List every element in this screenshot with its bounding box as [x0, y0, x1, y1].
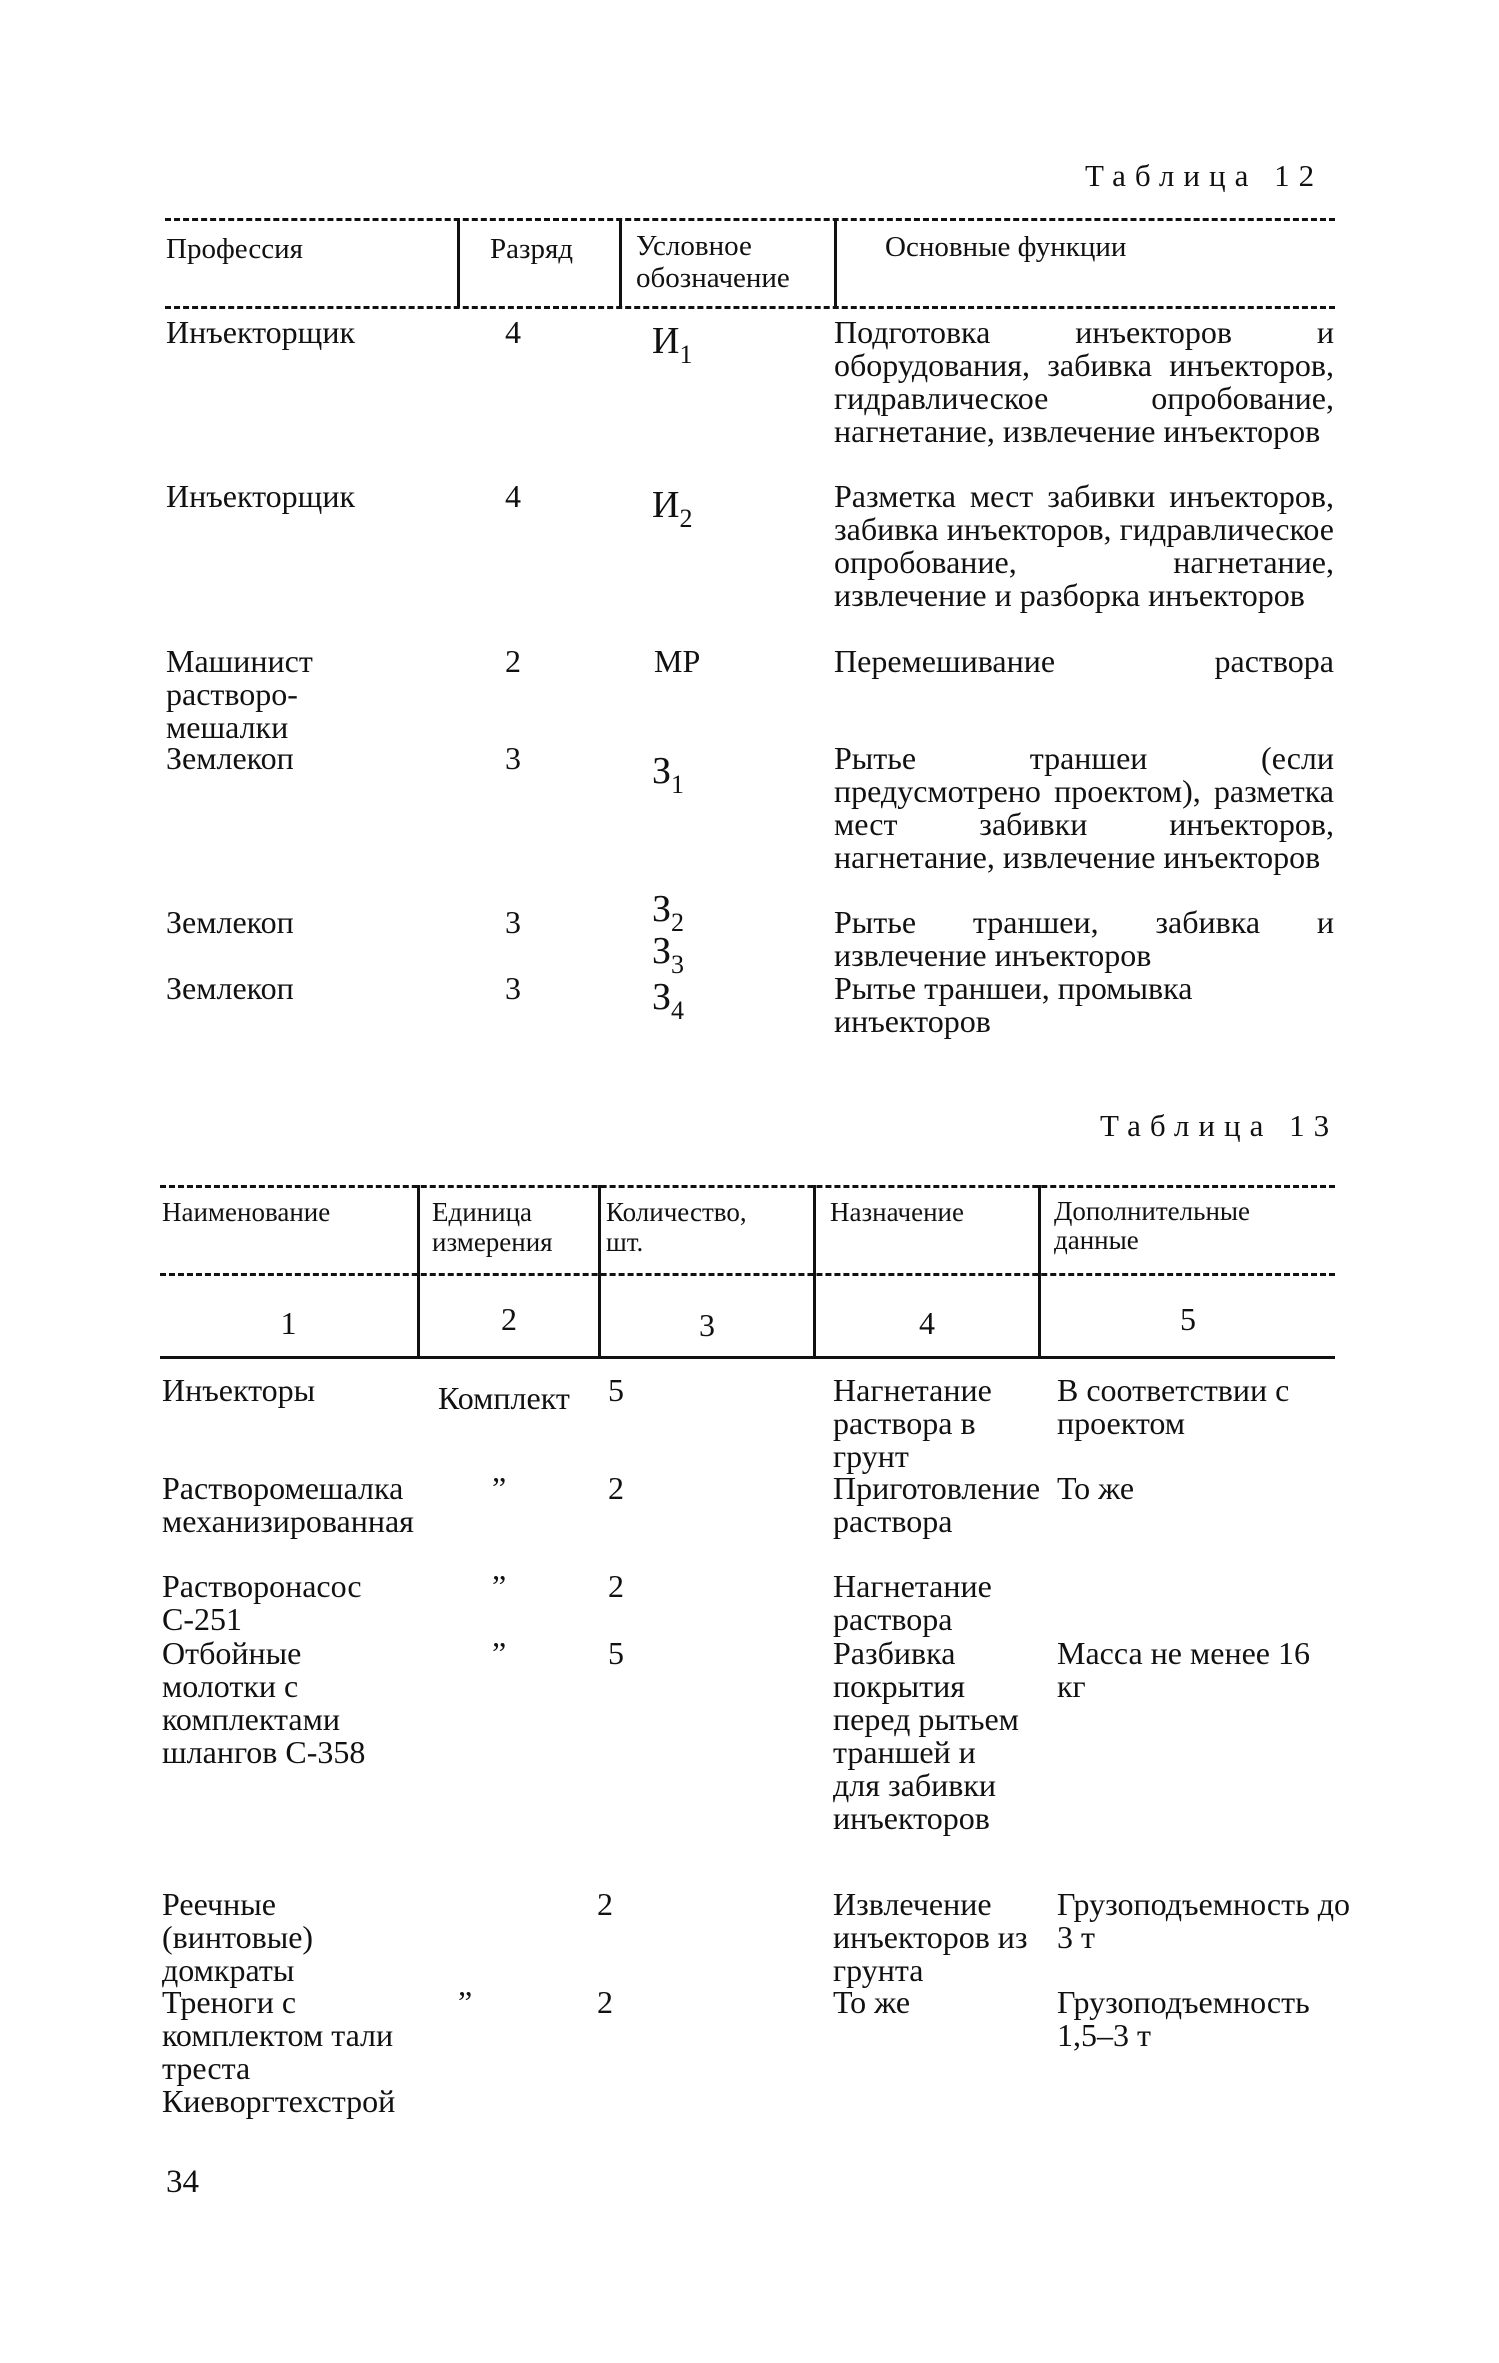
table-12-header-symbol: Условное обозначение — [636, 230, 790, 294]
table-12-grade: 3 — [505, 740, 521, 776]
table-12-header-profession: Профессия — [166, 233, 303, 265]
table-12-divider — [619, 218, 622, 308]
table-12-symbol: $З_1$ — [652, 750, 685, 799]
table-12-profession: Землекоп — [166, 904, 294, 940]
table-12-caption: Таблица 12 — [1085, 158, 1324, 193]
table-12-symbol: $З_4$ — [652, 976, 685, 1025]
table-12-grade: 2 — [505, 643, 521, 679]
table-13-qty: 5 — [608, 1635, 624, 1671]
table-13-header-extra: Дополнительные данные — [1054, 1196, 1251, 1255]
table-13-top-rule — [160, 1185, 1335, 1188]
table-13-name: Отбойные молотки с комплектами шлангов С-358 — [162, 1635, 366, 1770]
table-13-name: Реечные (винтовые) домкраты — [162, 1886, 314, 1988]
table-13-header-qty: Количество, шт. — [606, 1197, 747, 1257]
table-12-profession: Инъекторщик — [166, 314, 355, 350]
table-12-functions: Рытье траншеи, забивка и извлечение инъекторов — [834, 904, 1334, 973]
table-13-col-number: 4 — [919, 1305, 935, 1341]
table-13-purpose: Нагнетание раствора — [833, 1568, 992, 1637]
table-13-qty: 2 — [597, 1984, 613, 2020]
table-12-symbol: $З_2$ — [652, 888, 685, 937]
table-13-caption: Таблица 13 — [1100, 1108, 1339, 1143]
table-13-qty: 2 — [608, 1568, 624, 1604]
table-12-divider — [834, 218, 837, 308]
table-13-purpose: Приготовление раствора — [833, 1470, 1041, 1539]
table-12-symbol: МР — [654, 643, 701, 679]
table-12-profession: Инъекторщик — [166, 478, 355, 514]
table-13-unit: ” — [492, 1568, 507, 1604]
table-13-header-unit: Единица измерения — [432, 1197, 553, 1257]
table-13-purpose: Нагнетание раствора в грунт — [833, 1372, 992, 1474]
table-13-unit: ” — [492, 1635, 507, 1671]
table-13-col-number: 2 — [501, 1301, 517, 1337]
table-12-profession: Землекоп — [166, 740, 294, 776]
table-13-name: Треноги с комплектом тали треста Киеворгтехстрой — [162, 1984, 396, 2119]
table-12-grade: 3 — [505, 904, 521, 940]
table-13-qty: 5 — [608, 1372, 624, 1408]
table-13-name: Растворомешалка механизированная — [162, 1470, 414, 1539]
table-13-purpose: То же — [833, 1984, 911, 2020]
table-13-qty: 2 — [608, 1470, 624, 1506]
table-12-symbol: $И_2$ — [652, 484, 693, 533]
table-12-grade: 4 — [505, 314, 521, 350]
table-12-functions: Рытье траншеи, промывка инъекторов — [834, 970, 1193, 1039]
table-13-name: Растворонасос С-251 — [162, 1568, 362, 1637]
table-13-extra: Грузоподъемность 1,5–3 т — [1057, 1984, 1310, 2053]
table-12-symbol: $З_3$ — [652, 930, 685, 979]
table-12-profession: Машинист растворо-мешалки — [166, 643, 313, 745]
table-12-functions: Рытье траншеи (если предусмотрено проектом), разметка мест забивки инъекторов, нагнетание, извлечение инъекторов — [834, 740, 1334, 875]
table-13-header-name: Наименование — [162, 1197, 331, 1227]
table-13-extra: Масса не менее 16 кг — [1057, 1635, 1310, 1704]
table-13-header-purpose: Назначение — [830, 1197, 964, 1227]
table-12-header-functions: Основные функции — [885, 231, 1127, 263]
table-13-unit: ” — [492, 1470, 507, 1506]
table-12-functions: Подготовка инъекторов и оборудования, забивка инъекторов, гидравлическое опробование, нагнетание, извлечение инъекторов — [834, 314, 1334, 449]
table-13-col-number: 1 — [280, 1305, 297, 1341]
table-12-header-grade: Разряд — [490, 233, 574, 265]
table-13-purpose: Разбивка покрытия перед рытьем траншей и для забивки инъекторов — [833, 1635, 1019, 1836]
page-number: 34 — [166, 2164, 199, 2200]
table-12-grade: 3 — [505, 970, 521, 1006]
table-13-extra: То же — [1057, 1470, 1135, 1506]
table-12-symbol: $И_1$ — [652, 320, 693, 369]
table-13-purpose: Извлечение инъекторов из грунта — [833, 1886, 1028, 1988]
table-13-extra: Грузоподъемность до 3 т — [1057, 1886, 1350, 1955]
table-13-name: Инъекторы — [162, 1372, 316, 1408]
table-12-functions: Перемешивание раствора — [834, 643, 1334, 679]
table-12-top-rule — [165, 218, 1335, 221]
table-13-unit: Комплект — [438, 1380, 570, 1416]
table-13-number-rule — [160, 1356, 1335, 1359]
table-12-profession: Землекоп — [166, 970, 294, 1006]
table-12-grade: 4 — [505, 478, 521, 514]
table-13-qty: 2 — [597, 1886, 613, 1922]
table-13-unit: ” — [458, 1984, 473, 2020]
table-12-functions: Разметка мест забивки инъекторов, забивка инъекторов, гидравлическое опробование, нагнетание, извлечение и разборка инъекторов — [834, 478, 1334, 613]
table-13-header-rule — [160, 1273, 1335, 1276]
table-13-col-number: 5 — [1180, 1301, 1196, 1337]
table-12-header-rule — [165, 306, 1335, 309]
table-13-col-number: 3 — [699, 1307, 715, 1343]
table-13-extra: В соответствии с проектом — [1057, 1372, 1290, 1441]
table-12-divider — [457, 218, 460, 308]
